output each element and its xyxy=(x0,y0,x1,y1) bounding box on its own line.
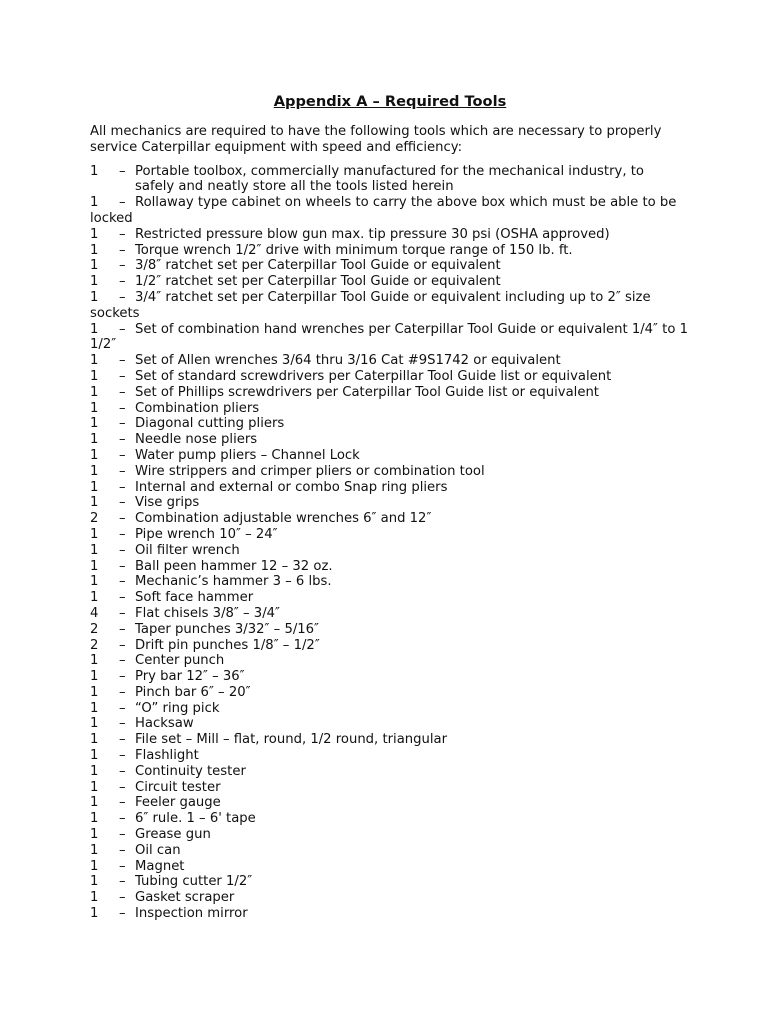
list-item xyxy=(90,638,690,654)
list-item xyxy=(90,874,690,890)
list-item xyxy=(90,448,690,464)
item-description: Diagonal cutting pliers xyxy=(135,416,285,432)
item-description: File set – Mill – flat, round, 1/2 round, triangular xyxy=(135,732,448,748)
list-item xyxy=(90,780,690,796)
list-item xyxy=(90,385,690,401)
item-quantity: 1 xyxy=(90,274,99,290)
item-quantity: 1 xyxy=(90,684,99,700)
list-item xyxy=(90,606,690,622)
item-description: “O” ring pick xyxy=(135,700,220,716)
item-description: Oil filter wrench xyxy=(135,542,240,558)
item-quantity: 2 xyxy=(90,621,99,637)
list-item xyxy=(90,732,690,748)
item-separator: – xyxy=(119,258,126,274)
item-separator: – xyxy=(119,542,126,558)
item-description: Pry bar 12″ – 36″ xyxy=(135,669,245,685)
item-description: Gasket scraper xyxy=(135,890,235,906)
item-separator: – xyxy=(119,274,126,290)
list-item xyxy=(90,890,690,906)
item-separator: – xyxy=(119,763,126,779)
item-quantity: 1 xyxy=(90,811,99,827)
document-page xyxy=(90,92,690,922)
item-description: Continuity tester xyxy=(135,763,246,779)
item-separator: – xyxy=(119,700,126,716)
list-item xyxy=(90,543,690,559)
item-description: Mechanic’s hammer 3 – 6 lbs. xyxy=(135,574,332,590)
item-quantity: 1 xyxy=(90,195,99,211)
list-item xyxy=(90,353,690,369)
item-description: Needle nose pliers xyxy=(135,432,258,448)
item-description: Circuit tester xyxy=(135,779,221,795)
item-description: 3/4″ ratchet set per Caterpillar Tool Guide or equivalent including up to 2″ size sockets xyxy=(90,289,651,321)
item-separator: – xyxy=(119,163,126,179)
item-quantity: 4 xyxy=(90,605,99,621)
item-separator: – xyxy=(119,558,126,574)
item-quantity: 1 xyxy=(90,495,99,511)
list-item xyxy=(90,685,690,701)
item-separator: – xyxy=(119,242,126,258)
item-quantity: 1 xyxy=(90,526,99,542)
item-description: Center punch xyxy=(135,653,225,669)
list-item xyxy=(90,574,690,590)
item-description: Set of Allen wrenches 3/64 thru 3/16 Cat #9S1742 or equivalent xyxy=(135,353,561,369)
item-separator: – xyxy=(119,368,126,384)
item-description: Internal and external or combo Snap ring pliers xyxy=(135,479,448,495)
intro-paragraph: All mechanics are required to have the following tools which are necessary to properly service Caterpillar equipment with speed and efficiency: xyxy=(90,124,662,155)
item-description: Combination pliers xyxy=(135,400,260,416)
item-description: Restricted pressure blow gun max. tip pressure 30 psi (OSHA approved) xyxy=(135,226,610,242)
item-description: Hacksaw xyxy=(135,716,194,732)
list-item xyxy=(90,701,690,717)
item-separator: – xyxy=(119,526,126,542)
item-description: Portable toolbox, commercially manufactured for the mechanical industry, to safely and neatly store all the tools listed herein xyxy=(135,163,644,195)
list-item xyxy=(90,464,690,480)
item-quantity: 2 xyxy=(90,511,99,527)
item-description: Combination adjustable wrenches 6″ and 12″ xyxy=(135,511,432,527)
list-item xyxy=(90,653,690,669)
item-quantity: 1 xyxy=(90,590,99,606)
item-separator: – xyxy=(119,732,126,748)
item-separator: – xyxy=(119,748,126,764)
item-quantity: 1 xyxy=(90,748,99,764)
item-description: Vise grips xyxy=(135,495,200,511)
list-item xyxy=(90,527,690,543)
item-quantity: 1 xyxy=(90,574,99,590)
list-item xyxy=(90,859,690,875)
item-quantity: 1 xyxy=(90,400,99,416)
list-item xyxy=(90,622,690,638)
item-quantity: 1 xyxy=(90,542,99,558)
list-item xyxy=(90,369,690,385)
item-separator: – xyxy=(119,226,126,242)
list-item xyxy=(90,811,690,827)
item-quantity: 1 xyxy=(90,353,99,369)
item-description: Water pump pliers – Channel Lock xyxy=(135,447,360,463)
item-description: Tubing cutter 1/2″ xyxy=(135,874,253,890)
list-item xyxy=(90,290,690,322)
list-item xyxy=(90,827,690,843)
item-quantity: 1 xyxy=(90,827,99,843)
item-separator: – xyxy=(119,827,126,843)
item-description: Pipe wrench 10″ – 24″ xyxy=(135,526,278,542)
list-item xyxy=(90,764,690,780)
item-quantity: 2 xyxy=(90,637,99,653)
item-quantity: 1 xyxy=(90,858,99,874)
item-quantity: 1 xyxy=(90,242,99,258)
item-separator: – xyxy=(119,289,126,305)
item-quantity: 1 xyxy=(90,226,99,242)
list-item xyxy=(90,906,690,922)
item-quantity: 1 xyxy=(90,558,99,574)
list-item xyxy=(90,559,690,575)
item-description: Pinch bar 6″ – 20″ xyxy=(135,684,251,700)
item-quantity: 1 xyxy=(90,732,99,748)
item-separator: – xyxy=(119,669,126,685)
item-separator: – xyxy=(119,384,126,400)
item-separator: – xyxy=(119,779,126,795)
item-quantity: 1 xyxy=(90,795,99,811)
item-separator: – xyxy=(119,195,126,211)
item-quantity: 1 xyxy=(90,416,99,432)
item-separator: – xyxy=(119,605,126,621)
item-description: Inspection mirror xyxy=(135,906,248,922)
item-description: Flashlight xyxy=(135,748,199,764)
item-description: Flat chisels 3/8″ – 3/4″ xyxy=(135,605,280,621)
list-item xyxy=(90,243,690,259)
item-separator: – xyxy=(119,906,126,922)
item-quantity: 1 xyxy=(90,432,99,448)
item-description: Set of Phillips screwdrivers per Caterpillar Tool Guide list or equivalent xyxy=(135,384,599,400)
item-separator: – xyxy=(119,890,126,906)
item-quantity: 1 xyxy=(90,384,99,400)
item-quantity: 1 xyxy=(90,653,99,669)
item-description: Ball peen hammer 12 – 32 oz. xyxy=(135,558,333,574)
item-separator: – xyxy=(119,637,126,653)
item-quantity: 1 xyxy=(90,763,99,779)
item-description: Set of combination hand wrenches per Caterpillar Tool Guide or equivalent 1/4″ to 1 1/2″ xyxy=(90,321,688,353)
item-description: Set of standard screwdrivers per Caterpillar Tool Guide list or equivalent xyxy=(135,368,612,384)
list-item xyxy=(90,480,690,496)
list-item xyxy=(90,748,690,764)
item-separator: – xyxy=(119,447,126,463)
item-separator: – xyxy=(119,321,126,337)
list-item xyxy=(90,590,690,606)
list-item xyxy=(90,227,690,243)
item-quantity: 1 xyxy=(90,842,99,858)
item-description: Torque wrench 1/2″ drive with minimum torque range of 150 lb. ft. xyxy=(135,242,573,258)
item-description: Rollaway type cabinet on wheels to carry the above box which must be able to be locked xyxy=(90,195,677,226)
item-quantity: 1 xyxy=(90,779,99,795)
item-quantity: 1 xyxy=(90,447,99,463)
list-item xyxy=(90,795,690,811)
item-description: Wire strippers and crimper pliers or combination tool xyxy=(135,463,485,479)
list-item xyxy=(90,843,690,859)
list-item xyxy=(90,432,690,448)
item-separator: – xyxy=(119,684,126,700)
list-item xyxy=(90,164,690,196)
list-item xyxy=(90,258,690,274)
item-separator: – xyxy=(119,811,126,827)
item-separator: – xyxy=(119,495,126,511)
tool-list xyxy=(90,164,690,922)
item-quantity: 1 xyxy=(90,463,99,479)
item-quantity: 1 xyxy=(90,479,99,495)
item-separator: – xyxy=(119,574,126,590)
item-separator: – xyxy=(119,463,126,479)
item-quantity: 1 xyxy=(90,289,99,305)
item-separator: – xyxy=(119,479,126,495)
item-separator: – xyxy=(119,590,126,606)
item-quantity: 1 xyxy=(90,906,99,922)
item-description: Taper punches 3/32″ – 5/16″ xyxy=(135,621,319,637)
item-description: Oil can xyxy=(135,842,181,858)
item-quantity: 1 xyxy=(90,890,99,906)
item-separator: – xyxy=(119,621,126,637)
item-separator: – xyxy=(119,353,126,369)
item-separator: – xyxy=(119,400,126,416)
list-item xyxy=(90,669,690,685)
item-description: 3/8″ ratchet set per Caterpillar Tool Guide or equivalent xyxy=(135,258,501,274)
list-item xyxy=(90,322,690,354)
item-separator: – xyxy=(119,842,126,858)
list-item xyxy=(90,195,690,227)
item-description: 6″ rule. 1 – 6' tape xyxy=(135,811,256,827)
item-quantity: 1 xyxy=(90,700,99,716)
item-description: Soft face hammer xyxy=(135,590,254,606)
item-quantity: 1 xyxy=(90,368,99,384)
list-item xyxy=(90,511,690,527)
item-separator: – xyxy=(119,432,126,448)
list-item xyxy=(90,416,690,432)
item-separator: – xyxy=(119,716,126,732)
item-separator: – xyxy=(119,416,126,432)
item-quantity: 1 xyxy=(90,716,99,732)
item-description: Feeler gauge xyxy=(135,795,221,811)
list-item xyxy=(90,401,690,417)
item-description: Drift pin punches 1/8″ – 1/2″ xyxy=(135,637,320,653)
item-separator: – xyxy=(119,511,126,527)
item-quantity: 1 xyxy=(90,258,99,274)
list-item xyxy=(90,274,690,290)
item-description: Magnet xyxy=(135,858,185,874)
item-separator: – xyxy=(119,795,126,811)
item-separator: – xyxy=(119,858,126,874)
page-title: Appendix A – Required Tools xyxy=(273,93,507,110)
list-item xyxy=(90,716,690,732)
item-quantity: 1 xyxy=(90,669,99,685)
item-quantity: 1 xyxy=(90,874,99,890)
list-item xyxy=(90,495,690,511)
item-separator: – xyxy=(119,653,126,669)
item-separator: – xyxy=(119,874,126,890)
item-description: 1/2″ ratchet set per Caterpillar Tool Guide or equivalent xyxy=(135,274,501,290)
item-description: Grease gun xyxy=(135,827,211,843)
item-quantity: 1 xyxy=(90,163,99,179)
item-quantity: 1 xyxy=(90,321,99,337)
